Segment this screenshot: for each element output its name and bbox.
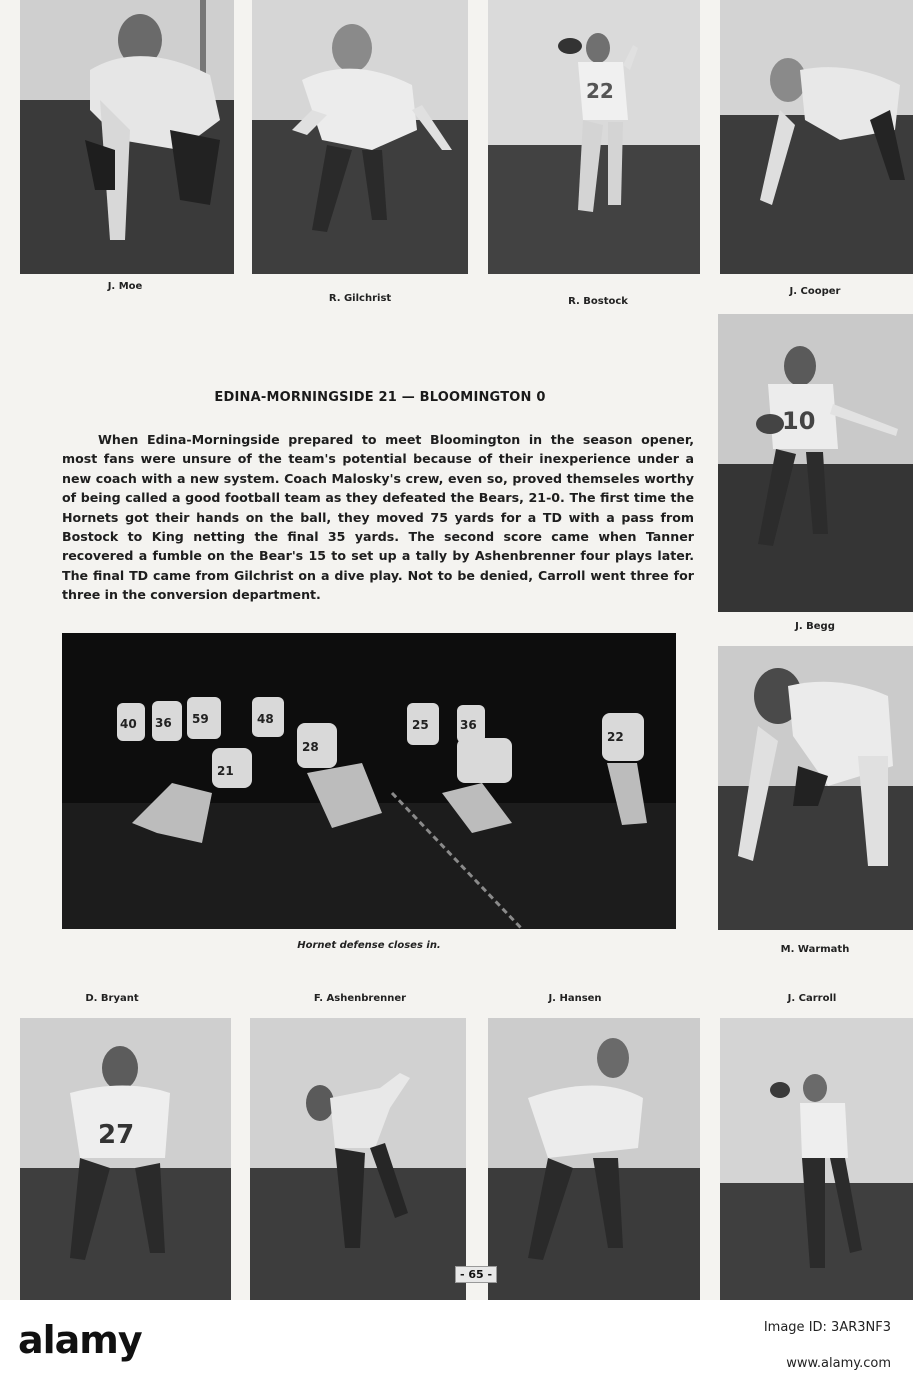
portrait-warmath-art	[718, 646, 913, 930]
portrait-bryant-art	[20, 1018, 231, 1300]
caption-hansen: J. Hansen	[548, 993, 602, 1004]
caption-begg: J. Begg	[795, 621, 835, 632]
portrait-begg-art	[718, 314, 913, 612]
portrait-cooper-art	[720, 0, 913, 274]
portrait-carroll	[720, 1018, 913, 1300]
caption-ashenbrenner: F. Ashenbrenner	[313, 993, 407, 1004]
action-jersey-number: 40	[120, 717, 137, 731]
alamy-logo: alamy	[18, 1318, 142, 1362]
action-jersey-number: 48	[257, 712, 274, 726]
portrait-bryant	[20, 1018, 231, 1300]
page-number: - 65 -	[455, 1266, 497, 1283]
portrait-begg	[718, 314, 913, 612]
portrait-gilchrist	[252, 0, 468, 274]
jersey-number-begg: 10	[782, 407, 816, 435]
portrait-bostock	[488, 0, 700, 274]
jersey-number-bryant: 27	[98, 1120, 135, 1150]
action-jersey-number: 22	[607, 730, 624, 744]
action-jersey-number: 25	[412, 718, 429, 732]
image-id-label: Image ID: 3AR3NF3	[763, 1320, 891, 1335]
action-jersey-number: 36	[155, 716, 172, 730]
caption-bryant: D. Bryant	[85, 993, 139, 1004]
portrait-bostock-art	[488, 0, 700, 274]
portrait-moe-art	[20, 0, 234, 274]
caption-warmath: M. Warmath	[780, 944, 850, 955]
action-jersey-number: 28	[302, 740, 319, 754]
caption-carroll: J. Carroll	[787, 993, 837, 1004]
caption-bostock: R. Bostock	[568, 296, 628, 307]
caption-gilchrist: R. Gilchrist	[328, 293, 392, 304]
article-headline: EDINA-MORNINGSIDE 21 — BLOOMINGTON 0	[214, 390, 546, 405]
portrait-moe	[20, 0, 234, 274]
portrait-hansen-art	[488, 1018, 700, 1300]
alamy-url[interactable]: www.alamy.com	[786, 1356, 891, 1371]
caption-cooper: J. Cooper	[789, 286, 841, 297]
portrait-gilchrist-art	[252, 0, 468, 274]
portrait-ashenbrenner-art	[250, 1018, 466, 1300]
action-photo	[62, 633, 676, 929]
portrait-carroll-art	[720, 1018, 913, 1300]
portrait-cooper	[720, 0, 913, 274]
action-jersey-number: 59	[192, 712, 209, 726]
action-jersey-number: 36	[460, 718, 477, 732]
article-body: When Edina-Morningside prepared to meet Bloomington in the season opener, most fans were unsure of the team's potential because of their inexperience under a new coach with a new system. Coach Malosky's crew, even so, proved themseles worthy of being called a good football team as they defeated the Bears, 21-0. The first time the Hornets got their hands on the ball, they moved 75 yards for a TD with a pass from Bostock to King netting the final 35 yards. The second score came when Tanner recovered a fumble on the Bear's 15 to set up a tally by Ashenbrenner four plays later. The final TD came from Gilchrist on a dive play. Not to be denied, Carroll went three for three in the conversion department.	[62, 432, 694, 603]
portrait-hansen	[488, 1018, 700, 1300]
portrait-warmath	[718, 646, 913, 930]
jersey-number-bostock: 22	[586, 79, 614, 103]
caption-moe: J. Moe	[107, 281, 143, 292]
action-jersey-number: 21	[217, 764, 234, 778]
action-photo-art	[62, 633, 676, 929]
portrait-ashenbrenner	[250, 1018, 466, 1300]
action-photo-caption: Hornet defense closes in.	[297, 940, 441, 951]
